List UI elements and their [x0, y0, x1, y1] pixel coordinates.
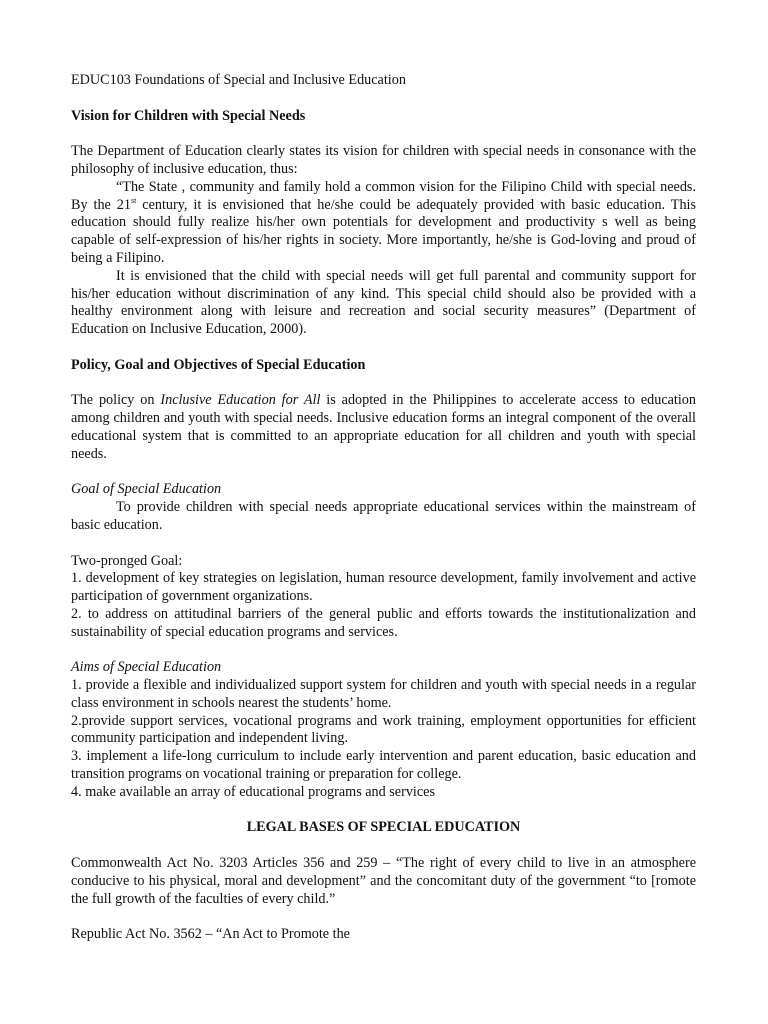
list-item: 2. to address on attitudinal barriers of the general public and efforts towards the institutionalization and sustainability of special education programs and services.: [71, 605, 696, 640]
aims-heading: Aims of Special Education: [71, 659, 222, 676]
policy-paragraph: The policy on Inclusive Education for All is adopted in the Philippines to accelerate access to education among children and youth with special needs. Inclusive education forms an integral component of the overall educational system that is committed to an appropriate education for all children and youth with special needs.: [71, 392, 696, 462]
list-item: 4. make available an array of educational programs and services: [71, 783, 435, 800]
list-item: 3. implement a life-long curriculum to include early intervention and parent education, basic education and transition programs on vocational training or preparation for college.: [71, 748, 696, 783]
goal-text: To provide children with special needs appropriate educational services within the mainstream of basic education.: [71, 499, 696, 533]
list-item: 2.provide support services, vocational programs and work training, employment opportunities for efficient community participation and independent living.: [71, 712, 696, 747]
policy-heading: Policy, Goal and Objectives of Special Education: [71, 356, 366, 373]
vision-quote-1: “The State , community and family hold a common vision for the Filipino Child with special needs. By the 21st century, it is envisioned that he/she could be adequately provided with basic education. This education should fully realize his/her own potentials for development and productivity s well as being capable of self-expression of his/her rights in society. More importantly, he/she is God-loving and proud of being a Filipino.: [71, 178, 696, 266]
vision-heading: Vision for Children with Special Needs: [71, 107, 306, 124]
list-item: 1. development of key strategies on legislation, human resource development, family involvement and active participation of government organizations.: [71, 570, 696, 605]
vision-quote-2: It is envisioned that the child with special needs will get full parental and community support for his/her education without discrimination of any kind. This special child should also be provided with a healthy environment along with leisure and recreation and social security measures” (Department of Education on Inclusive Education, 2000).: [71, 267, 696, 338]
list-item: 1. provide a flexible and individualized support system for children and youth with special needs in a regular class environment in schools nearest the students’ home.: [71, 677, 696, 711]
vision-intro: The Department of Education clearly states its vision for children with special needs in consonance with the philosophy of inclusive education, thus:: [71, 143, 696, 177]
document-page: [71, 72, 696, 944]
goal-heading: Goal of Special Education: [71, 481, 222, 498]
legal-heading: LEGAL BASES OF SPECIAL EDUCATION: [246, 819, 521, 836]
republic-act-paragraph: Republic Act No. 3562 – “An Act to Promote the: [71, 926, 350, 943]
course-title: EDUC103 Foundations of Special and Inclusive Education: [71, 72, 406, 88]
two-pronged-heading: Two-pronged Goal:: [71, 552, 183, 569]
commonwealth-act-paragraph: Commonwealth Act No. 3203 Articles 356 and 259 – “The right of every child to live in an atmosphere conducive to his physical, moral and development” and the concomitant duty of the government “to [romote the full growth of the faculties of every child.”: [71, 855, 696, 907]
